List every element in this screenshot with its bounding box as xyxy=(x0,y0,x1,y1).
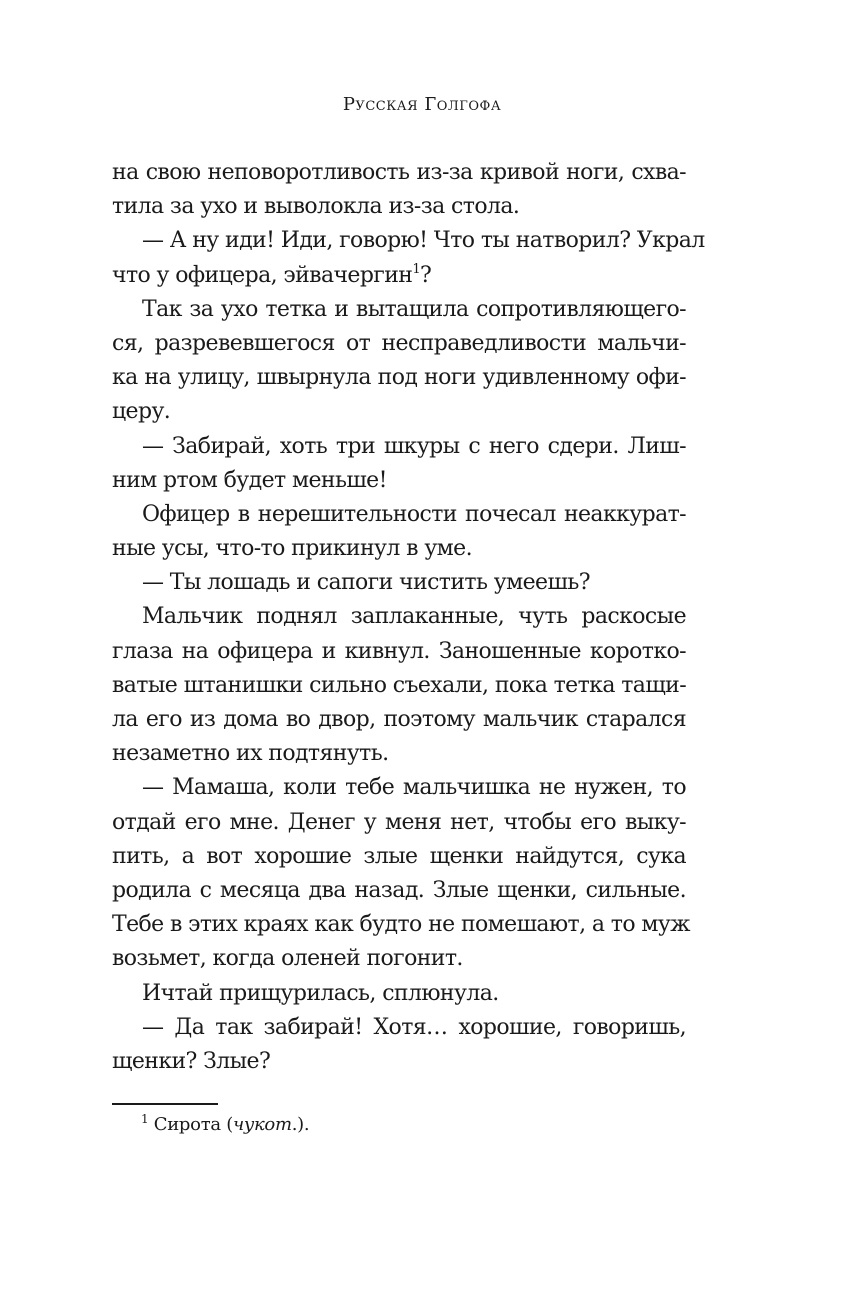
text-line: пить, а вот хорошие злые щенки найдутся, сука xyxy=(112,843,686,869)
footnote-marker: 1 xyxy=(412,261,421,277)
text-line: Ичтай прищурилась, сплюнула. xyxy=(142,980,499,1006)
text-line: Мальчик поднял заплаканные, чуть раскосые xyxy=(142,604,686,630)
text-line: — Забирай, хоть три шкуры с него сдери. Лиш- xyxy=(142,433,686,459)
text-line: — Да так забирай! Хотя… хорошие, говоришь, xyxy=(142,1014,686,1040)
text-line: ватые штанишки сильно съехали, пока тетка тащи- xyxy=(112,672,687,698)
text-line: ка на улицу, швырнула под ноги удивленному офи- xyxy=(112,365,686,391)
footnote-text-after: .). xyxy=(291,1114,310,1135)
text-line: на свою неповоротливость из-за кривой ноги, схва- xyxy=(112,160,686,185)
text-line: Офицер в нерешительности почесал неаккурат- xyxy=(142,501,686,527)
text-line: отдай его мне. Денег у меня нет, чтобы его выку- xyxy=(112,809,686,835)
text-line: тила за ухо и выволокла из-за стола. xyxy=(112,194,520,220)
text-fragment: что у офицера, эйвачергин xyxy=(112,262,413,288)
text-line: щенки? Злые? xyxy=(112,1048,271,1074)
text-line: ла его из дома во двор, поэтому мальчик старался xyxy=(112,707,686,732)
text-line: церу. xyxy=(112,399,171,425)
footnote xyxy=(141,1114,309,1135)
footnote-divider xyxy=(112,1103,218,1105)
text-line: родила с месяца два назад. Злые щенки, сильные. xyxy=(112,877,686,903)
main-text xyxy=(112,156,705,1079)
text-line: незаметно их подтянуть. xyxy=(112,741,389,767)
text-line: Так за ухо тетка и вытащила сопротивляющего- xyxy=(142,296,686,322)
text-line: глаза на офицера и кивнул. Заношенные коротко- xyxy=(112,638,686,664)
text-line-with-footnote xyxy=(112,259,686,293)
text-line: Тебе в этих краях как будто не помешают, а то муж xyxy=(112,912,690,938)
footnote-text-before: Сирота ( xyxy=(153,1114,233,1135)
running-head: Русская Голгофа xyxy=(342,94,502,115)
text-fragment: ? xyxy=(420,262,432,288)
text-line: ные усы, что-то прикинул в уме. xyxy=(112,536,472,562)
text-line: — А ну иди! Иди, говорю! Что ты натворил? Украл xyxy=(142,228,705,254)
text-line: — Мамаша, коли тебе мальчишка не нужен, то xyxy=(142,775,686,801)
text-line: возьмет, когда оленей погонит. xyxy=(112,946,463,972)
footnote-number: 1 xyxy=(141,1112,149,1126)
text-line: ним ртом будет меньше! xyxy=(112,467,387,493)
text-line: ся, разревевшегося от несправедливости мальчи- xyxy=(112,330,686,356)
text-line: — Ты лошадь и сапоги чистить умеешь? xyxy=(142,570,590,596)
footnote-text-italic: чукот xyxy=(232,1114,292,1135)
